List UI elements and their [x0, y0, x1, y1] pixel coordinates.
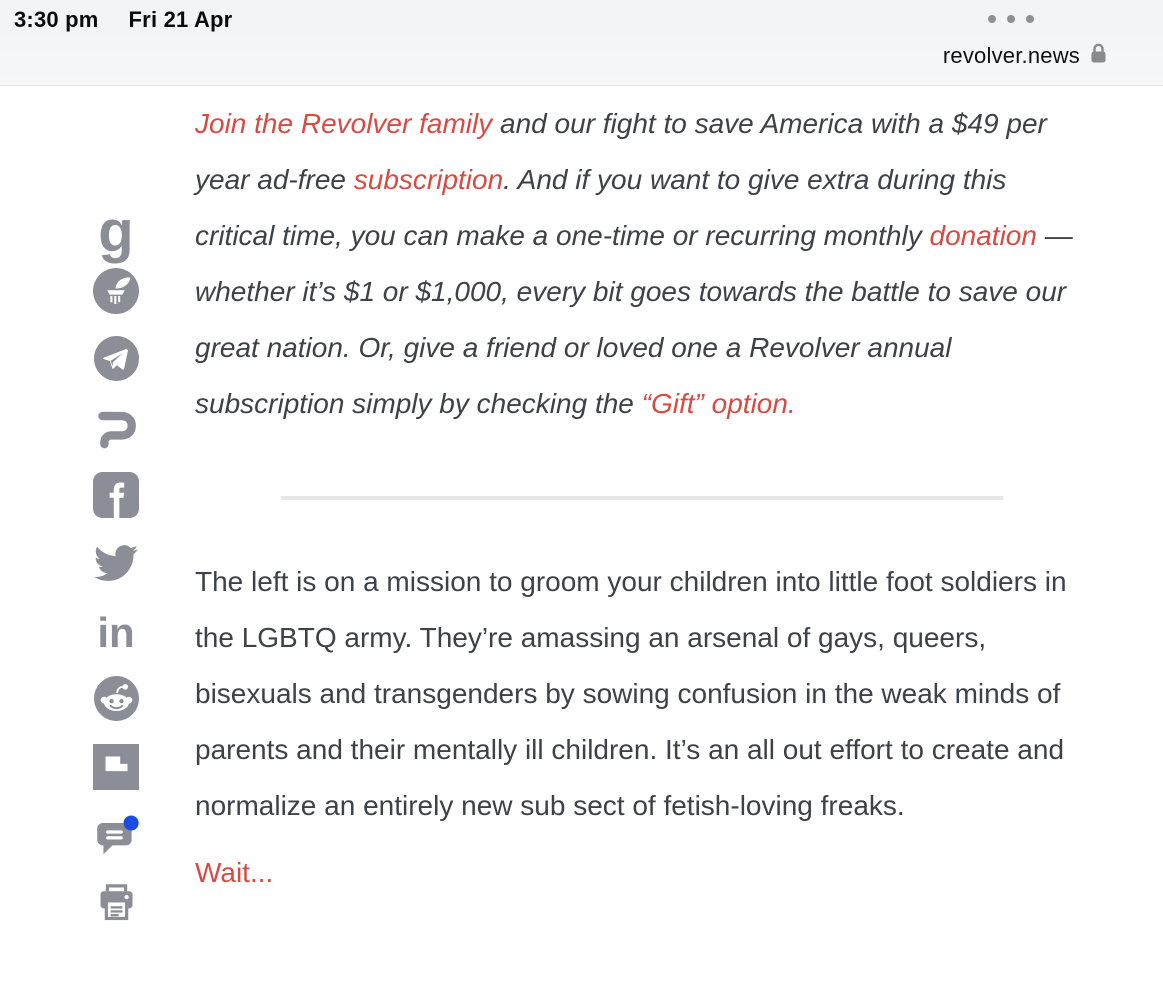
gab-share-button[interactable] — [90, 199, 142, 264]
ellipsis-icon[interactable] — [988, 15, 1034, 23]
text-run: The left is on a mission to groom your children into little foot soldiers in the LGBTQ army. They’re amassing an arsenal of gays, queers, bisexuals and transgenders by sowing confusion in the weak minds of parents and their mentally ill children. It’s an all out effort to create and normalize an entirely new sub sect of fetish-loving freaks. — [195, 566, 1067, 821]
parler-share-button[interactable] — [90, 407, 142, 451]
printer-icon — [93, 878, 140, 933]
telegram-icon — [94, 336, 139, 386]
status-time: 3:30 pm — [14, 7, 99, 32]
browser-chrome — [0, 0, 1163, 86]
text-run: . And if you want to give extra during this critical time, you can make a one-time or recurring monthly — [195, 164, 1007, 251]
inline-link[interactable]: Wait... — [195, 857, 274, 888]
lock-icon — [1090, 42, 1107, 69]
intro-paragraph — [195, 96, 1088, 432]
section-divider — [281, 496, 1003, 500]
twitter-share-button[interactable] — [90, 543, 142, 587]
telegram-share-button[interactable] — [90, 339, 142, 383]
facebook-share-button[interactable] — [90, 475, 142, 519]
comments-button[interactable] — [90, 815, 142, 859]
text-run: — whether it’s $1 or $1,000, every bit goes towards the battle to save our great nation. Or, give a friend or loved one a Revolver annual subscription simply by checking the — [195, 220, 1073, 419]
inline-link[interactable]: subscription — [353, 164, 504, 195]
parler-icon — [93, 402, 139, 457]
comment-bubble-icon — [92, 811, 140, 864]
facebook-icon — [93, 472, 139, 523]
gab-icon: g — [98, 199, 134, 264]
twitter-icon — [94, 541, 138, 590]
print-button[interactable] — [90, 883, 142, 927]
text-run: and our fight to save America with a $49 per year ad-free — [195, 108, 1047, 195]
inline-link[interactable]: donation — [929, 220, 1037, 251]
gettr-icon — [93, 268, 139, 319]
comment-badge-dot — [124, 815, 139, 830]
cutoff-link-paragraph — [195, 845, 1088, 901]
share-sidebar — [90, 199, 142, 927]
url-text[interactable]: revolver.news — [942, 42, 1080, 68]
linkedin-icon: in — [97, 609, 135, 656]
flipboard-share-button[interactable] — [90, 747, 142, 791]
linkedin-share-button[interactable] — [90, 611, 142, 655]
reddit-icon — [94, 676, 139, 726]
status-bar — [14, 7, 232, 33]
flipboard-icon — [93, 744, 139, 795]
reddit-share-button[interactable] — [90, 679, 142, 723]
body-paragraph — [195, 554, 1088, 834]
gettr-share-button[interactable] — [90, 271, 142, 315]
inline-link[interactable]: “Gift” option. — [641, 388, 796, 419]
inline-link[interactable]: Join the Revolver family — [195, 108, 493, 139]
article-body — [195, 88, 1088, 901]
status-date: Fri 21 Apr — [128, 7, 233, 32]
address-bar[interactable] — [943, 42, 1107, 69]
